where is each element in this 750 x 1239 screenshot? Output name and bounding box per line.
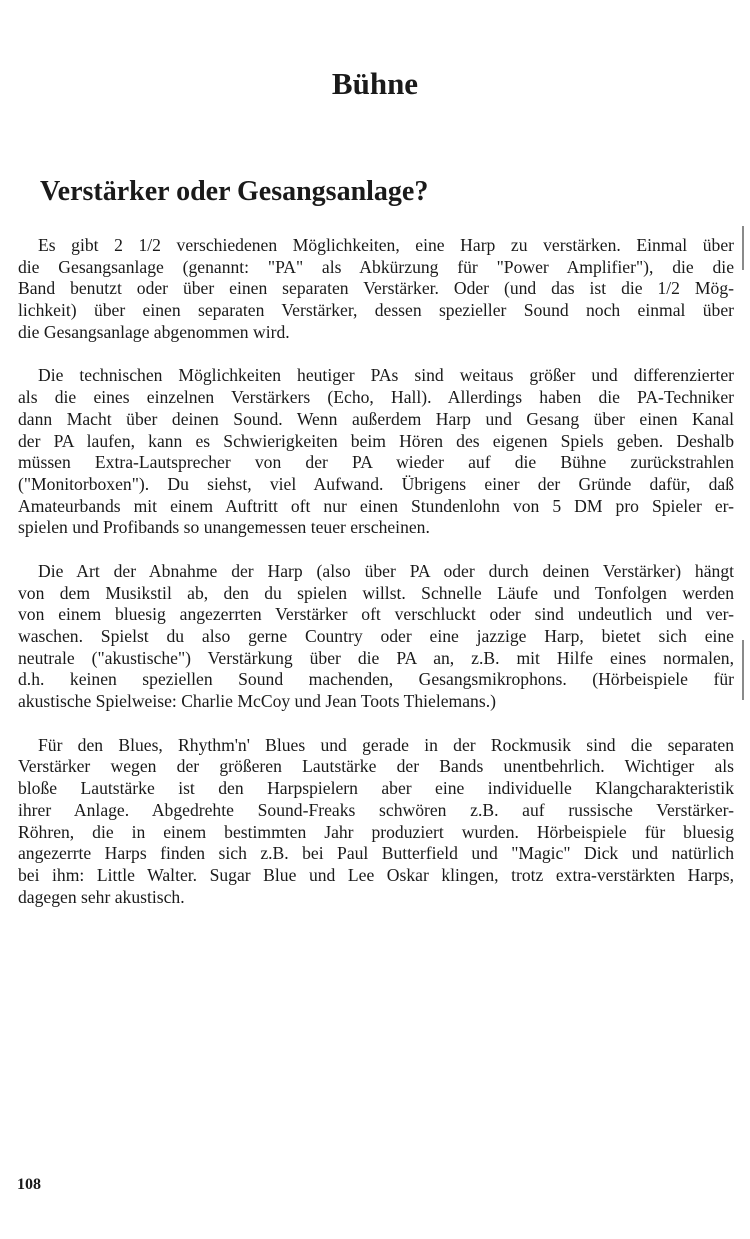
text-line: von einem bluesig angezerrten Verstärker oft verschluckt oder sind undeutlich und ver- — [18, 604, 734, 625]
text-line: Band benutzt oder über einen separaten Verstärker. Oder (und das ist die 1/2 Mög- — [18, 278, 734, 299]
text-line: als die eines einzelnen Verstärkers (Echo, Hall). Allerdings haben die PA-Techniker — [18, 387, 734, 408]
text-line: Röhren, die in einem bestimmten Jahr produziert wurden. Hörbeispiele für bluesig — [18, 821, 734, 842]
text-line: spielen und Profibands so unangemessen teuer erscheinen. — [18, 517, 430, 538]
text-line: Für den Blues, Rhythm'n' Blues und gerade in der Rockmusik sind die separaten — [38, 734, 734, 755]
section-title: Verstärker oder Gesangsanlage? — [40, 176, 429, 207]
text-line: ("Monitorboxen"). Du siehst, viel Aufwand. Übrigens einer der Gründe dafür, daß — [18, 473, 734, 494]
text-line: akustische Spielweise: Charlie McCoy und Jean Toots Thielemans.) — [18, 691, 496, 712]
text-line: Die Art der Abnahme der Harp (also über PA oder durch deinen Verstärker) hängt — [38, 560, 734, 581]
text-line: bloße Lautstärke ist den Harpspielern aber eine individuelle Klangcharakteristik — [18, 778, 734, 799]
text-line: dann Macht über deinen Sound. Wenn außerdem Harp und Gesang über einen Kanal — [18, 408, 734, 429]
chapter-title: Bühne — [331, 66, 419, 101]
body-text — [18, 235, 734, 930]
paragraph-1 — [18, 235, 734, 343]
text-line: Amateurbands mit einem Auftritt oft nur einen Stundenlohn von 5 DM pro Spieler er- — [18, 495, 734, 516]
paragraph-2 — [18, 365, 734, 539]
text-line: der PA laufen, kann es Schwierigkeiten beim Hören des eigenen Spiels geben. Deshalb — [18, 430, 734, 451]
text-line: angezerrte Harps finden sich z.B. bei Paul Butterfield und "Magic" Dick und natürlich — [18, 843, 734, 864]
text-line: dagegen sehr akustisch. — [18, 886, 185, 907]
text-line: bei ihm: Little Walter. Sugar Blue und Lee Oskar klingen, trotz extra-verstärkten Harps, — [18, 864, 734, 885]
page-number: 108 — [17, 1176, 41, 1193]
paragraph-4 — [18, 735, 734, 909]
text-line: die Gesangsanlage abgenommen wird. — [18, 321, 290, 342]
scan-edge-mark — [742, 640, 744, 700]
text-line: neutrale ("akustische") Verstärkung über die PA an, z.B. mit Hilfe eines normalen, — [18, 647, 734, 668]
text-line: die Gesangsanlage (genannt: "PA" als Abkürzung für "Power Amplifier"), die die — [18, 256, 734, 277]
scan-edge-mark — [742, 226, 744, 270]
paragraph-3 — [18, 561, 734, 713]
text-line: Es gibt 2 1/2 verschiedenen Möglichkeiten, eine Harp zu verstärken. Einmal über — [38, 235, 734, 255]
text-line: ihrer Anlage. Abgedrehte Sound-Freaks schwören z.B. auf russische Verstärker- — [18, 799, 734, 820]
text-line: Verstärker wegen der größeren Lautstärke der Bands unentbehrlich. Wichtiger als — [18, 756, 734, 777]
text-line: waschen. Spielst du also gerne Country oder eine jazzige Harp, bietet sich eine — [18, 626, 734, 646]
text-line: müssen Extra-Lautsprecher von der PA wieder auf die Bühne zurückstrahlen — [18, 452, 734, 473]
text-line: von dem Musikstil ab, den du spielen willst. Schnelle Läufe und Tonfolgen werden — [18, 582, 734, 603]
text-line: lichkeit) über einen separaten Verstärker, dessen spezieller Sound noch einmal über — [18, 300, 734, 321]
text-line: Die technischen Möglichkeiten heutiger PAs sind weitaus größer und differenzierter — [38, 365, 734, 386]
text-line: d.h. keinen speziellen Sound machenden, Gesangsmikrophons. (Hörbeispiele für — [18, 669, 734, 690]
